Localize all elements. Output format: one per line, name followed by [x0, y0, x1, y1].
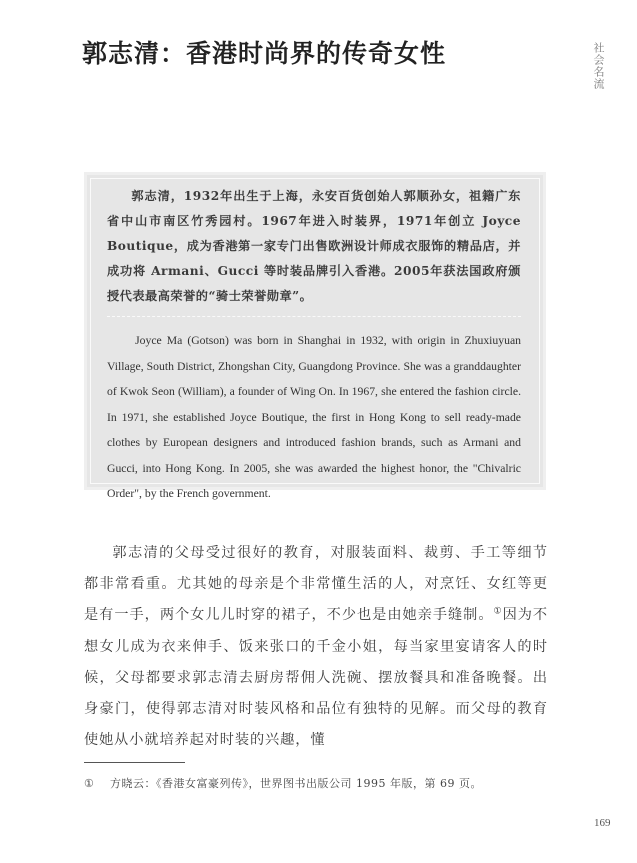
- body-paragraph-part2: 因为不想女儿成为衣来伸手、饭来张口的千金小姐，每当家里宴请客人的时候，父母都要求郭志清去厨房帮佣人洗碗、摆放餐具和准备晚餐。出身豪门，使得郭志清对时装风格和品位有独特的见解。而父母的教育使她从小就培养起对时装的兴趣，懂: [84, 607, 549, 749]
- footnote-reference[interactable]: ①: [493, 606, 503, 617]
- section-side-tab: 社会名流: [592, 42, 605, 90]
- footnote-separator: [84, 762, 185, 763]
- footnote-item: [84, 775, 482, 791]
- body-paragraph: [84, 538, 548, 756]
- footnote-text: 方晓云：《香港女富豪列传》，世界图书出版公司 1995 年版，第 69 页。: [110, 777, 482, 790]
- dashed-divider: [107, 316, 521, 317]
- page-title: 郭志清：香港时尚界的传奇女性: [82, 39, 447, 68]
- profile-summary-box: [84, 172, 546, 500]
- page-number: 169: [594, 817, 611, 829]
- chinese-summary: 郭志清，1932年出生于上海，永安百货创始人郭顺孙女，祖籍广东省中山市南区竹秀园村。1967年进入时装界，1971年创立 Joyce Boutique，成为香港第一家专门出售欧洲设计师成衣服饰的精品店，并成功将 Armani、Gucci 等时装品牌引入香港。2005年获法国政府颁授代表最高荣誉的“骑士荣誉勋章”。: [107, 189, 521, 303]
- body-paragraph-part1: 郭志清的父母受过很好的教育，对服装面料、裁剪、手工等细节都非常看重。尤其她的母亲是个非常懂生活的人，对烹饪、女红等更是有一手，两个女儿儿时穿的裙子，不少也是由她亲手缝制。: [84, 545, 548, 624]
- english-summary: Joyce Ma (Gotson) was born in Shanghai in 1932, with origin in Zhuxiuyuan Village, South District, Zhongshan City, Guangdong Province. She was a granddaughter of Kwok Seon (William), a founder of Wing On. In 1967, she entered the fashion circle. In 1971, she established Joyce Boutique, the first in Hong Kong to sell ready-made clothes by European designers and introduced fashion brands, such as Armani and Gucci, into Hong Kong. In 2005, she was awarded the highest honor, the "Chivalric Order", by the French government.: [107, 334, 521, 500]
- footnote-mark: ①: [84, 777, 95, 790]
